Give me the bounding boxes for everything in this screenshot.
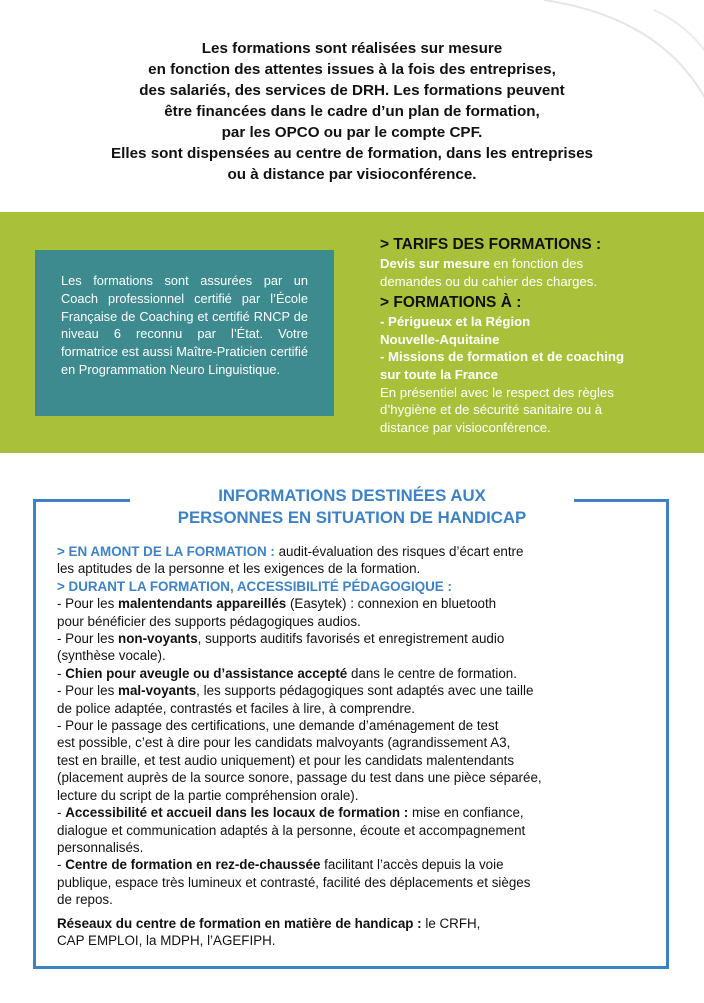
text: , supports auditifs favorisés et enregistrement audio xyxy=(197,631,505,647)
formations-item: Nouvelle-Aquitaine xyxy=(380,331,500,347)
amont-line xyxy=(57,543,657,560)
formations-note: d’hygiène et de sécurité sanitaire ou à xyxy=(380,402,603,418)
tarifs-bold: Devis sur mesure xyxy=(380,256,490,271)
text: - Pour les xyxy=(57,596,119,612)
non-voyants-line xyxy=(57,630,657,647)
intro-line: ou à distance par visioconférence. xyxy=(227,166,477,183)
tarifs-rest: en fonction des xyxy=(489,256,584,271)
rez-de-chaussee-line-3: de repos. xyxy=(57,892,113,908)
formations-item: sur toute la France xyxy=(380,366,498,382)
certifications-line: - Pour le passage des certifications, une demande d’aménagement de test xyxy=(57,718,499,734)
intro-line: en fonction des attentes issues à la fois des entreprises, xyxy=(148,61,556,78)
malentendants-line xyxy=(57,595,657,612)
tarifs-line xyxy=(380,255,690,273)
text: dans le centre de formation. xyxy=(347,665,517,681)
text-bold: Réseaux du centre de formation en matière de handicap : xyxy=(57,915,422,931)
text-bold: malentendants appareillés xyxy=(118,596,287,612)
text: , les supports pédagogiques sont adaptés avec une taille xyxy=(196,683,534,699)
chien-line xyxy=(57,665,657,682)
text: - xyxy=(57,805,66,821)
formations-note: distance par visioconférence. xyxy=(380,419,551,435)
certifications-line: est possible, c’est à dire pour les candidats malvoyants (agrandissement A3, xyxy=(57,735,511,751)
tarifs-section xyxy=(380,234,690,436)
handicap-title xyxy=(130,485,574,529)
text: facilitant l’accès depuis la voie xyxy=(320,857,504,873)
formations-item: - Périgueux et la Région xyxy=(380,314,531,330)
accueil-line-2: dialogue et communication adaptés à la personne, écoute et accompagnement xyxy=(57,822,526,838)
tarifs-line-2: demandes ou du cahier des charges. xyxy=(380,273,598,289)
amont-line-2: les aptitudes de la personne et les exigences de la formation. xyxy=(57,561,421,577)
reseaux-line xyxy=(57,915,657,932)
amont-label: > EN AMONT DE LA FORMATION : xyxy=(57,544,275,559)
text: le CRFH, xyxy=(421,915,481,931)
intro-paragraph xyxy=(30,38,674,185)
certifications-line: (placement auprès de la source sonore, passage du test dans une pièce séparée, xyxy=(57,770,542,786)
text: - Pour les xyxy=(57,631,119,647)
accueil-line-3: personnalisés. xyxy=(57,839,144,855)
intro-line: être financées dans le cadre d’un plan de formation, xyxy=(164,103,540,120)
mal-voyants-line xyxy=(57,682,657,699)
certifications-line: test en braille, et test audio uniquement) et pour les candidats malentendants xyxy=(57,752,515,768)
accueil-line xyxy=(57,804,657,821)
malentendants-line-2: pour bénéficier des supports pédagogiques audios. xyxy=(57,613,361,629)
mal-voyants-line-2: de police adaptée, contrastés et faciles à lire, à comprendre. xyxy=(57,700,416,716)
formations-note: En présentiel avec le respect des règles xyxy=(380,384,614,400)
certifications-line: lecture du script de la partie compréhension orale). xyxy=(57,787,359,803)
reseaux-line-2: CAP EMPLOI, la MDPH, l’AGEFIPH. xyxy=(57,932,276,948)
non-voyants-line-2: (synthèse vocale). xyxy=(57,648,166,664)
intro-line: des salariés, des services de DRH. Les formations peuvent xyxy=(139,82,565,99)
coach-info-box xyxy=(35,250,334,416)
coach-info-text: Les formations sont assurées par un Coach professionnel certifié par l’École Française de Coaching et certifié RNCP de niveau 6 reconnu par l’État. Votre formatrice est aussi Maître-Praticien certifié en Programmation Neuro Linguistique. xyxy=(61,273,308,377)
intro-line: par les OPCO ou par le compte CPF. xyxy=(221,124,483,141)
text-bold: Centre de formation en rez-de-chaussée xyxy=(65,857,321,873)
intro-line: Elles sont dispensées au centre de formation, dans les entreprises xyxy=(111,145,593,162)
amont-text: audit-évaluation des risques d’écart entre xyxy=(274,544,524,559)
formations-heading: > FORMATIONS À : xyxy=(380,294,522,312)
text: mise en confiance, xyxy=(408,805,524,821)
text-bold: Chien pour aveugle ou d’assistance accepté xyxy=(65,665,348,681)
rez-de-chaussee-line-2: publique, espace très lumineux et contrasté, facilité des déplacements et sièges xyxy=(57,874,531,890)
text-bold: Accessibilité et accueil dans les locaux de formation : xyxy=(65,805,409,821)
text: - Pour les xyxy=(57,683,119,699)
intro-line: Les formations sont réalisées sur mesure xyxy=(201,40,503,57)
handicap-title-line: PERSONNES EN SITUATION DE HANDICAP xyxy=(177,508,527,527)
text: - xyxy=(57,665,66,681)
text-bold: non-voyants xyxy=(118,631,198,647)
rez-de-chaussee-line xyxy=(57,856,657,873)
text: (Easytek) : connexion en bluetooth xyxy=(286,596,497,612)
text-bold: mal-voyants xyxy=(118,683,197,699)
handicap-title-line: INFORMATIONS DESTINÉES AUX xyxy=(218,486,486,505)
tarifs-heading: > TARIFS DES FORMATIONS : xyxy=(380,236,602,253)
handicap-body xyxy=(57,543,657,949)
formations-item: - Missions de formation et de coaching xyxy=(380,349,625,365)
text: - xyxy=(57,857,66,873)
durant-label: > DURANT LA FORMATION, ACCESSIBILITÉ PÉDAGOGIQUE : xyxy=(57,578,452,594)
